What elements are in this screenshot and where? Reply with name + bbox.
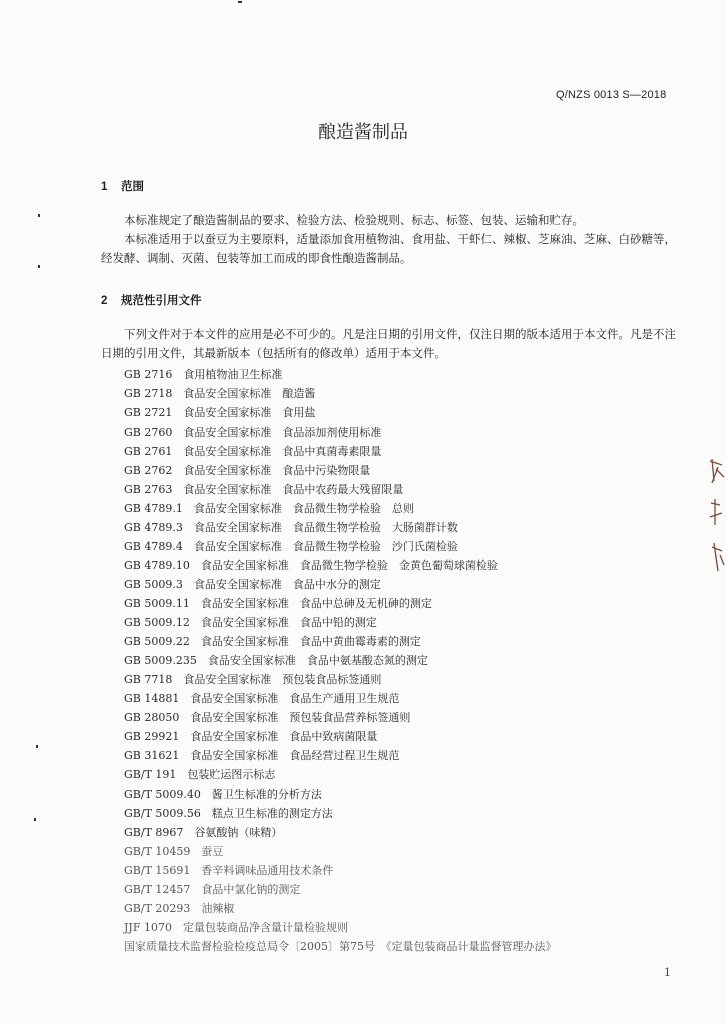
reference-item: GB/T 5009.40 酱卫生标准的分析方法 (124, 788, 322, 801)
reference-item: GB 4789.4 食品安全国家标准 食品微生物学检验 沙门氏菌检验 (124, 540, 458, 553)
reference-item: GB 7718 食品安全国家标准 预包装食品标签通则 (124, 673, 382, 686)
scope-paragraph: 本标准适用于以蚕豆为主要原料，适量添加食用植物油、食用盐、干虾仁、辣椒、芝麻油、芝麻、白砂糖等，经发酵、调制、灭菌、包装等加工而成的即食性酿造酱制品。 (101, 232, 676, 265)
section-title: 规范性引用文件 (121, 295, 202, 307)
reference-item: GB 2761 食品安全国家标准 食品中真菌毒素限量 (124, 445, 382, 458)
reference-item: GB/T 10459 蚕豆 (124, 845, 224, 858)
reference-item: GB 4789.10 食品安全国家标准 食品微生物学检验 金黄色葡萄球菌检验 (124, 559, 498, 572)
reference-item: JJF 1070 定量包装商品净含量计量检验规则 (124, 921, 348, 934)
reference-item: GB 5009.3 食品安全国家标准 食品中水分的测定 (124, 578, 381, 591)
reference-item: GB 28050 食品安全国家标准 预包装食品营养标签通则 (124, 711, 411, 724)
reference-item: GB/T 12457 食品中氯化钠的测定 (124, 883, 301, 896)
reference-item: GB 2763 食品安全国家标准 食品中农药最大残留限量 (124, 483, 404, 496)
reference-item: GB/T 20293 油辣椒 (124, 902, 235, 915)
reference-item: GB 2716 食用植物油卫生标准 (124, 368, 283, 381)
reference-item: GB/T 191 包装贮运图示标志 (124, 768, 276, 781)
reference-item: 国家质量技术监督检验检疫总局令〔2005〕第75号 《定量包装商品计量监督管理办法》 (124, 940, 557, 953)
reference-item: GB 4789.1 食品安全国家标准 食品微生物学检验 总则 (124, 502, 414, 515)
reference-item: GB/T 5009.56 糕点卫生标准的测定方法 (124, 807, 333, 820)
reference-item: GB 29921 食品安全国家标准 食品中致病菌限量 (124, 730, 378, 743)
reference-item: GB 2718 食品安全国家标准 酿造酱 (124, 387, 316, 400)
section-number: 2 (101, 295, 108, 307)
margin-handwriting (706, 455, 726, 585)
reference-item: GB/T 8967 谷氨酸钠（味精） (124, 826, 283, 839)
reference-item: GB/T 15691 香辛料调味品通用技术条件 (124, 864, 334, 877)
document-code: Q/NZS 0013 S—2018 (556, 89, 667, 101)
scan-speck (36, 745, 38, 748)
page-number: 1 (664, 966, 671, 979)
reference-item: GB 2760 食品安全国家标准 食品添加剂使用标准 (124, 426, 382, 439)
section-heading-scope (101, 178, 144, 194)
reference-item: GB 4789.3 食品安全国家标准 食品微生物学检验 大肠菌群计数 (124, 521, 458, 534)
reference-item: GB 5009.12 食品安全国家标准 食品中铅的测定 (124, 616, 377, 629)
scan-speck (38, 265, 40, 268)
scan-speck (238, 1, 242, 3)
section-heading-normative-references (101, 292, 202, 308)
reference-item: GB 2721 食品安全国家标准 食用盐 (124, 406, 316, 419)
scope-paragraph: 本标准规定了酿造酱制品的要求、检验方法、检验规则、标志、标签、包装、运输和贮存。 (124, 213, 584, 227)
reference-item: GB 14881 食品安全国家标准 食品生产通用卫生规范 (124, 692, 400, 705)
document-title: 酿造酱制品 (318, 122, 408, 143)
section-title: 范围 (121, 181, 144, 193)
reference-item: GB 5009.11 食品安全国家标准 食品中总砷及无机砷的测定 (124, 597, 432, 610)
reference-item: GB 5009.235 食品安全国家标准 食品中氨基酸态氮的测定 (124, 654, 428, 667)
scan-speck (38, 214, 40, 217)
reference-item: GB 2762 食品安全国家标准 食品中污染物限量 (124, 464, 371, 477)
reference-item: GB 5009.22 食品安全国家标准 食品中黄曲霉毒素的测定 (124, 635, 421, 648)
section-number: 1 (101, 181, 108, 193)
reference-item: GB 31621 食品安全国家标准 食品经营过程卫生规范 (124, 749, 400, 762)
normative-references-paragraph: 下列文件对于本文件的应用是必不可少的。凡是注日期的引用文件，仅注日期的版本适用于本文件。凡是不注日期的引用文件，其最新版本（包括所有的修改单）适用于本文件。 (101, 327, 676, 360)
scan-speck (34, 818, 36, 821)
